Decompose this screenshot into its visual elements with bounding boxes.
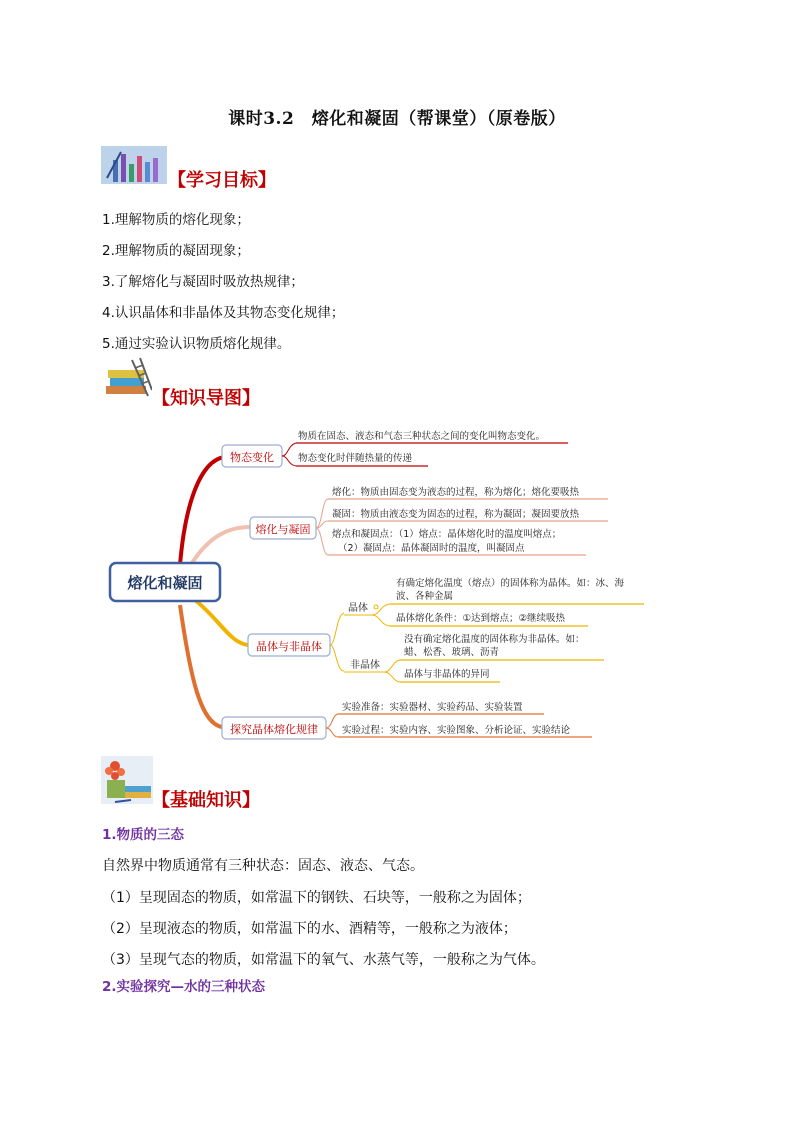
mindmap-root-label: 熔化和凝固 [127, 574, 203, 592]
book-stack-ladder-icon [102, 356, 152, 402]
objective-item: 3.了解熔化与凝固时吸放热规律； [102, 274, 304, 290]
objective-item: 4.认识晶体和非晶体及其物态变化规律； [102, 305, 345, 321]
mindmap-sub-label: 晶体 [348, 603, 368, 614]
mindmap-leaf: 有确定熔化温度（熔点）的固体称为晶体。如：冰、海 [396, 578, 625, 589]
basics-heading: 【基础知识】 [152, 790, 260, 811]
basics-subheading: 1.物质的三态 [102, 827, 185, 843]
mindmap-leaf: 实验准备：实验器材、实验药品、实验装置 [342, 702, 523, 713]
mindmap-leaf: 熔化：物质由固态变为液态的过程，称为熔化；熔化要吸热 [332, 487, 580, 498]
mindmap-leaf: 波、各种金属 [396, 591, 454, 602]
mindmap-leaf: 物质在固态、液态和气态三种状态之间的变化叫物态变化。 [298, 431, 546, 442]
mindmap-leaf: （2）凝固点：晶体凝固时的温度，叫凝固点 [338, 543, 525, 554]
basics-line: （3）呈现气态的物质，如常温下的氧气、水蒸气等，一般称之为气体。 [102, 952, 545, 968]
flower-pot-books-icon [101, 756, 153, 804]
objective-item: 1.理解物质的熔化现象； [102, 212, 250, 228]
mindmap-leaf: 晶体与非晶体的异同 [404, 669, 490, 680]
knowledge-mindmap [100, 415, 660, 745]
objective-item: 2.理解物质的凝固现象； [102, 243, 250, 259]
mindmap-branch-label: 晶体与非晶体 [256, 640, 322, 653]
mindmap-heading: 【知识导图】 [152, 388, 260, 409]
mindmap-branch-label: 探究晶体熔化规律 [230, 723, 318, 736]
mindmap-leaf: 熔点和凝固点：（1）熔点：晶体熔化时的温度叫熔点； [332, 529, 562, 540]
objectives-heading: 【学习目标】 [168, 170, 276, 191]
mindmap-leaf: 蜡、松香、玻璃、沥青 [404, 647, 500, 658]
mindmap-leaf: 没有确定熔化温度的固体称为非晶体。如： [404, 634, 585, 645]
basics-line: （2）呈现液态的物质，如常温下的水、酒精等，一般称之为液体； [102, 921, 517, 937]
basics-line: 自然界中物质通常有三种状态：固态、液态、气态。 [102, 858, 424, 874]
objective-item: 5.通过实验认识物质熔化规律。 [102, 336, 291, 352]
mindmap-branch-label: 熔化与凝固 [255, 523, 311, 536]
mindmap-branch-label: 物态变化 [230, 451, 274, 464]
page-title: 课时3.2 熔化和凝固（帮课堂）（原卷版） [228, 109, 566, 129]
basics-subheading: 2.实验探究—水的三种状态 [102, 979, 266, 995]
books-chart-icon [101, 146, 167, 184]
mindmap-leaf: 凝固：物质由液态变为固态的过程，称为凝固；凝固要放热 [332, 509, 580, 520]
mindmap-leaf: 晶体熔化条件：①达到熔点；②继续吸热 [396, 613, 566, 624]
mindmap-leaf: 物态变化时伴随热量的传递 [298, 453, 413, 464]
mindmap-sub-label: 非晶体 [350, 660, 380, 671]
mindmap-leaf: 实验过程：实验内容、实验图象、分析论证、实验结论 [342, 725, 571, 736]
basics-line: （1）呈现固态的物质，如常温下的钢铁、石块等，一般称之为固体； [102, 890, 531, 906]
